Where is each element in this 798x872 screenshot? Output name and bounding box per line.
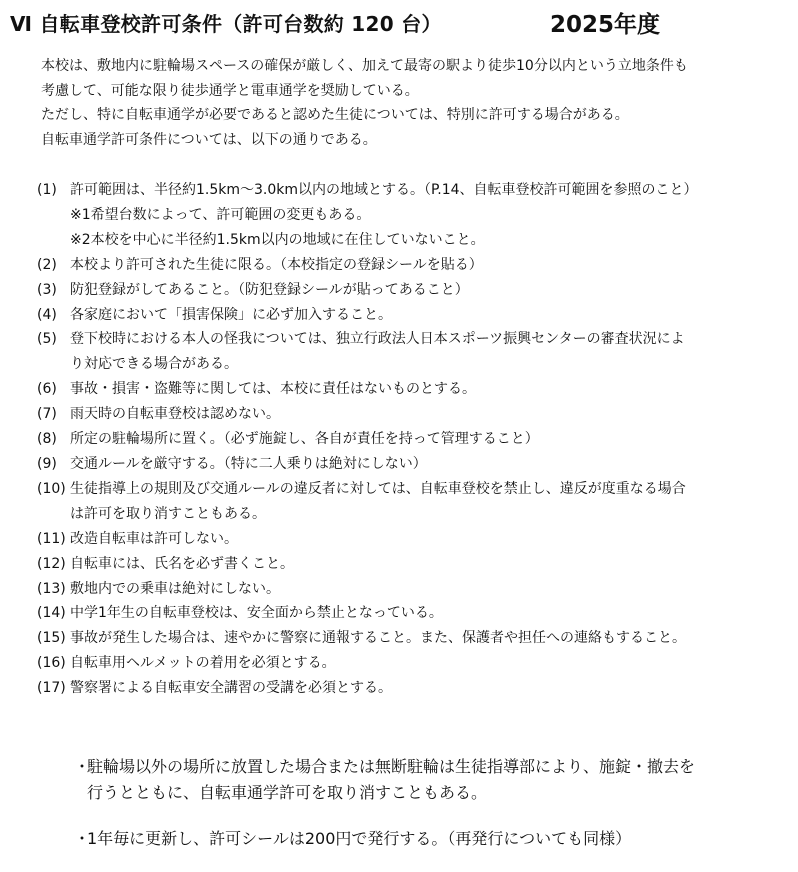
- condition-number: (9): [37, 455, 57, 472]
- condition-number: (8): [37, 431, 57, 448]
- condition-number: (12): [37, 555, 66, 572]
- condition-text: [70, 552, 787, 577]
- note-item: [74, 754, 784, 806]
- intro-line: 考慮して、可能な限り徒歩通学と電車通学を奨励している。: [41, 82, 419, 99]
- condition-text: [70, 327, 787, 377]
- condition-line: 事故・損害・盗難等に関しては、本校に責任はないものとする。: [70, 381, 476, 398]
- condition-item: [37, 676, 787, 701]
- condition-item: [37, 527, 787, 552]
- condition-line: り対応できる場合がある。: [70, 356, 238, 373]
- section-title: Ⅵ 自転車登校許可条件（許可台数約 120 台）: [10, 12, 442, 36]
- condition-line: は許可を取り消すこともある。: [70, 505, 266, 522]
- condition-number: (17): [37, 680, 66, 697]
- header: [0, 6, 798, 40]
- bullet-dot: ・: [74, 757, 91, 776]
- condition-number: (16): [37, 655, 66, 672]
- note-line: 行うとともに、自転車通学許可を取り消すこともある。: [87, 783, 488, 802]
- condition-text: [70, 377, 787, 402]
- condition-text: [70, 676, 787, 701]
- condition-line: 改造自転車は許可しない。: [70, 530, 238, 547]
- condition-line: 中学1年生の自転車登校は、安全面から禁止となっている。: [70, 605, 443, 622]
- condition-number: (3): [37, 281, 57, 298]
- condition-item: [37, 377, 787, 402]
- condition-line: 本校より許可された生徒に限る。（本校指定の登録シールを貼る）: [70, 256, 483, 273]
- condition-number: (10): [37, 480, 66, 497]
- condition-text: [70, 577, 787, 602]
- condition-line: 交通ルールを厳守する。（特に二人乗りは絶対にしない）: [70, 455, 427, 472]
- bullet-dot: ・: [74, 829, 91, 848]
- condition-note: ※1希望台数によって、許可範囲の変更もある。: [70, 206, 371, 223]
- condition-number: (11): [37, 530, 66, 547]
- condition-text: [70, 178, 787, 203]
- condition-text: [70, 427, 787, 452]
- condition-text: [70, 651, 787, 676]
- condition-item: [37, 477, 787, 527]
- condition-number: (7): [37, 406, 57, 423]
- condition-line: 雨天時の自転車登校は認めない。: [70, 406, 280, 423]
- condition-text: [70, 477, 787, 527]
- condition-item: [37, 651, 787, 676]
- condition-item: [37, 253, 787, 278]
- intro-line: 本校は、敷地内に駐輪場スペースの確保が厳しく、加えて最寄の駅より徒歩10分以内という立地条件も: [41, 58, 688, 74]
- condition-line: 自転車用ヘルメットの着用を必須とする。: [70, 655, 336, 672]
- condition-item: [37, 577, 787, 602]
- intro-paragraph: [41, 54, 781, 152]
- condition-line: 防犯登録がしてあること。（防犯登録シールが貼ってあること）: [70, 281, 469, 298]
- condition-text: [70, 278, 787, 303]
- condition-item: [37, 402, 787, 427]
- condition-text: [70, 303, 787, 328]
- intro-line: 自転車通学許可条件については、以下の通りである。: [41, 131, 377, 148]
- conditions-list: [37, 178, 787, 701]
- condition-item: [37, 178, 787, 203]
- condition-line: 警察署による自転車安全講習の受講を必須とする。: [70, 680, 392, 697]
- condition-number: (6): [37, 381, 57, 398]
- notes-list: [74, 754, 784, 872]
- condition-item: [37, 427, 787, 452]
- fiscal-year: 2025年度: [550, 12, 661, 38]
- condition-number: (4): [37, 306, 57, 323]
- condition-item: [37, 303, 787, 328]
- condition-number: (2): [37, 256, 57, 273]
- condition-text: [70, 253, 787, 278]
- condition-line: 敷地内での乗車は絶対にしない。: [70, 580, 280, 597]
- condition-text: [70, 402, 787, 427]
- condition-text: [70, 452, 787, 477]
- condition-number: (14): [37, 605, 66, 622]
- condition-item: [37, 327, 787, 377]
- condition-item: [37, 601, 787, 626]
- note-text: [87, 754, 695, 806]
- note-item: [74, 826, 784, 852]
- note-text: [87, 826, 631, 852]
- condition-line: 事故が発生した場合は、速やかに警察に通報すること。また、保護者や担任への連絡もすること。: [70, 630, 686, 647]
- condition-item: [37, 552, 787, 577]
- intro-line: ただし、特に自転車通学が必要であると認めた生徒については、特別に許可する場合がある。: [41, 107, 629, 123]
- condition-line: 所定の駐輪場所に置く。（必ず施錠し、各自が責任を持って管理すること）: [70, 431, 539, 448]
- condition-text: [70, 601, 787, 626]
- condition-number: (13): [37, 580, 66, 597]
- condition-line: 生徒指導上の規則及び交通ルールの違反者に対しては、自転車登校を禁止し、違反が度重なる場合: [70, 480, 686, 497]
- condition-number: (5): [37, 331, 57, 348]
- condition-text: [70, 626, 787, 651]
- condition-item: [37, 626, 787, 651]
- condition-line: 許可範囲は、半径約1.5km～3.0km以内の地域とする。（P.14、自転車登校許可範囲を参照のこと）: [70, 182, 698, 198]
- condition-text: [70, 527, 787, 552]
- note-line: 1年毎に更新し、許可シールは200円で発行する。（再発行についても同様）: [87, 829, 632, 848]
- condition-line: 各家庭において「損害保険」に必ず加入すること。: [70, 306, 392, 323]
- condition-number: (15): [37, 630, 66, 647]
- condition-number: (1): [37, 182, 57, 198]
- note-line: 駐輪場以外の場所に放置した場合または無断駐輪は生徒指導部により、施錠・撤去を: [87, 757, 696, 776]
- condition-item: [37, 278, 787, 303]
- condition-line: 登下校時における本人の怪我については、独立行政法人日本スポーツ振興センターの審査状況によ: [70, 331, 685, 348]
- condition-item: [37, 452, 787, 477]
- condition-line: 自転車には、氏名を必ず書くこと。: [70, 555, 294, 572]
- condition-note: ※2本校を中心に半径約1.5km以内の地域に在住していないこと。: [70, 231, 485, 248]
